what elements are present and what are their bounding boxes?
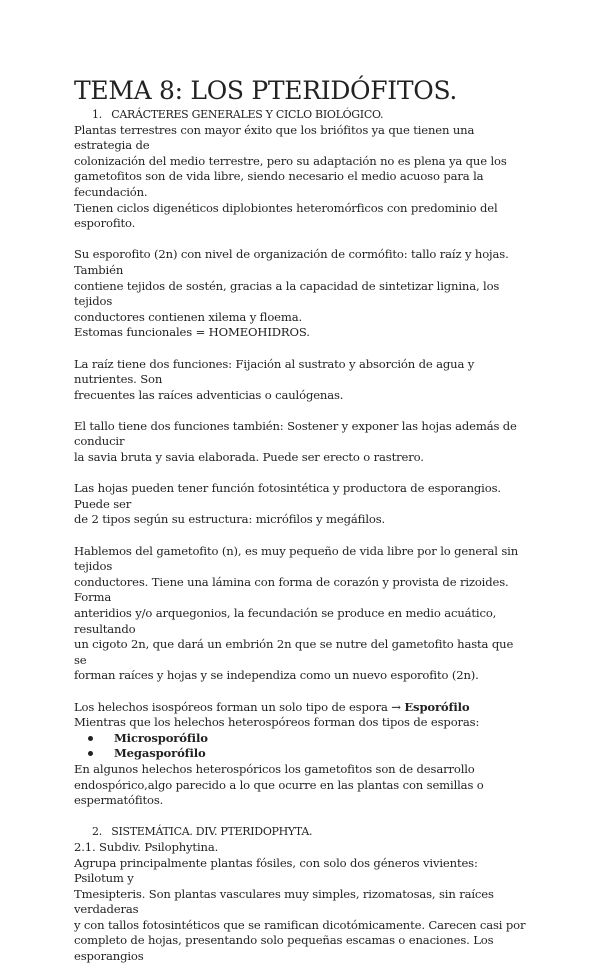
paragraph-gap bbox=[74, 466, 526, 482]
paragraph-raiz bbox=[74, 357, 526, 404]
section-number: 2. bbox=[92, 825, 102, 839]
text-line: Tienen ciclos digenéticos diplobiontes heteromórficos con predominio del esporofito. bbox=[74, 200, 498, 231]
text-line: Tmesipteris. Son plantas vasculares muy simples, rizomatosas, sin raíces verdaderas bbox=[74, 886, 494, 917]
text-line: Plantas terrestres con mayor éxito que los briófitos ya que tienen una estrategia de bbox=[74, 122, 475, 153]
text-line: colonización del medio terrestre, pero su adaptación no es plena ya que los bbox=[74, 153, 507, 168]
text-line: forman raíces y hojas y se independiza como un nuevo esporofito (2n). bbox=[74, 668, 479, 683]
section-title: SISTEMÁTICA. DIV. PTERIDOPHYTA. bbox=[111, 825, 313, 839]
list-item bbox=[88, 746, 526, 762]
section-number: 1. bbox=[92, 108, 102, 121]
paragraph-heterosporicos bbox=[74, 762, 526, 809]
paragraph-esporofito bbox=[74, 247, 526, 341]
paragraph-gap bbox=[74, 341, 526, 357]
page-title: TEMA 8: LOS PTERIDÓFITOS. bbox=[74, 76, 458, 105]
subsection-heading: 2.1. Subdiv. Psilophytina. bbox=[74, 839, 219, 854]
text-line: Su esporofito (2n) con nivel de organización de cormófito: tallo raíz y hojas. También bbox=[74, 247, 509, 277]
text-line: Estomas funcionales = HOMEOHIDROS. bbox=[74, 325, 310, 340]
paragraph-intro bbox=[74, 123, 526, 232]
document-body bbox=[74, 76, 526, 965]
text-line: conductores. Tiene una lámina con forma de corazón y provista de rizoides. Forma bbox=[74, 574, 509, 605]
section-heading-2 bbox=[74, 824, 526, 840]
text-line: Hablemos del gametofito (n), es muy pequeño de vida libre por lo general sin tejidos bbox=[74, 543, 519, 574]
text-line: la savia bruta y savia elaborada. Puede ser erecto o rastrero. bbox=[74, 450, 424, 465]
text-line: contiene tejidos de sostén, gracias a la capacidad de sintetizar lignina, los tejidos bbox=[74, 278, 500, 309]
text-line-isosporeos bbox=[74, 700, 526, 716]
paragraph-gap bbox=[74, 403, 526, 419]
text-line: Las hojas pueden tener función fotosintética y productora de esporangios. Puede ser bbox=[74, 481, 501, 511]
paragraph-gap bbox=[74, 684, 526, 700]
text-line: y con tallos fotosintéticos que se ramifican dicotómicamente. Carecen casi por bbox=[74, 917, 526, 932]
text-line: espermatófitos. bbox=[74, 793, 164, 808]
text-line: Mientras que los helechos heterospóreos forman dos tipos de esporas: bbox=[74, 715, 480, 730]
bullet-dot-icon bbox=[88, 736, 93, 741]
text-line: completo de hojas, presentando solo pequeñas escamas o enaciones. Los esporangios bbox=[74, 933, 494, 964]
text-line: frecuentes las raíces adventicias o caulógenas. bbox=[74, 387, 344, 402]
text-line: El tallo tiene dos funciones también: Sostener y exponer las hojas además de conducir bbox=[74, 418, 517, 449]
paragraph-gap bbox=[74, 809, 526, 825]
text-line: anteridios y/o arquegonios, la fecundación se produce en medio acuático, resultando bbox=[74, 606, 497, 636]
bullet-dot-icon bbox=[88, 751, 93, 756]
text-line: En algunos helechos heterospóricos los gametofitos son de desarrollo bbox=[74, 761, 475, 776]
text-line: endospórico,algo parecido a lo que ocurre en las plantas con semillas o bbox=[74, 777, 484, 792]
paragraph-gap bbox=[74, 528, 526, 544]
paragraph-hojas bbox=[74, 481, 526, 528]
section-heading-1 bbox=[74, 107, 526, 123]
list-item bbox=[88, 731, 526, 747]
text-line: de 2 tipos según su estructura: micrófilos y megáfilos. bbox=[74, 512, 386, 527]
text-line: un cigoto 2n, que dará un embrión 2n que se nutre del gametofito hasta que se bbox=[74, 637, 514, 667]
paragraph-gametofito bbox=[74, 544, 526, 684]
list-item-label: Microsporófilo bbox=[114, 730, 208, 745]
text-line: Agrupa principalmente plantas fósiles, con solo dos géneros vivientes: Psilotum y bbox=[74, 855, 478, 886]
paragraph-gap bbox=[74, 232, 526, 248]
paragraph-tallo bbox=[74, 419, 526, 466]
list-item-label: Megasporófilo bbox=[114, 746, 206, 761]
bullet-list bbox=[74, 731, 526, 762]
text-line: La raíz tiene dos funciones: Fijación al sustrato y absorción de agua y nutrientes. Son bbox=[74, 356, 475, 387]
text-line: gametofitos son de vida libre, siendo necesario el medio acuoso para la fecundación. bbox=[74, 169, 484, 199]
text-line: conductores contienen xilema y floema. bbox=[74, 309, 303, 324]
paragraph-psilophytina bbox=[74, 856, 526, 965]
text-span: Los helechos isospóreos forman un solo tipo de espora → bbox=[74, 699, 405, 714]
section-title: CARÁCTERES GENERALES Y CICLO BIOLÓGICO. bbox=[111, 108, 384, 121]
bold-term: Esporófilo bbox=[404, 699, 470, 714]
